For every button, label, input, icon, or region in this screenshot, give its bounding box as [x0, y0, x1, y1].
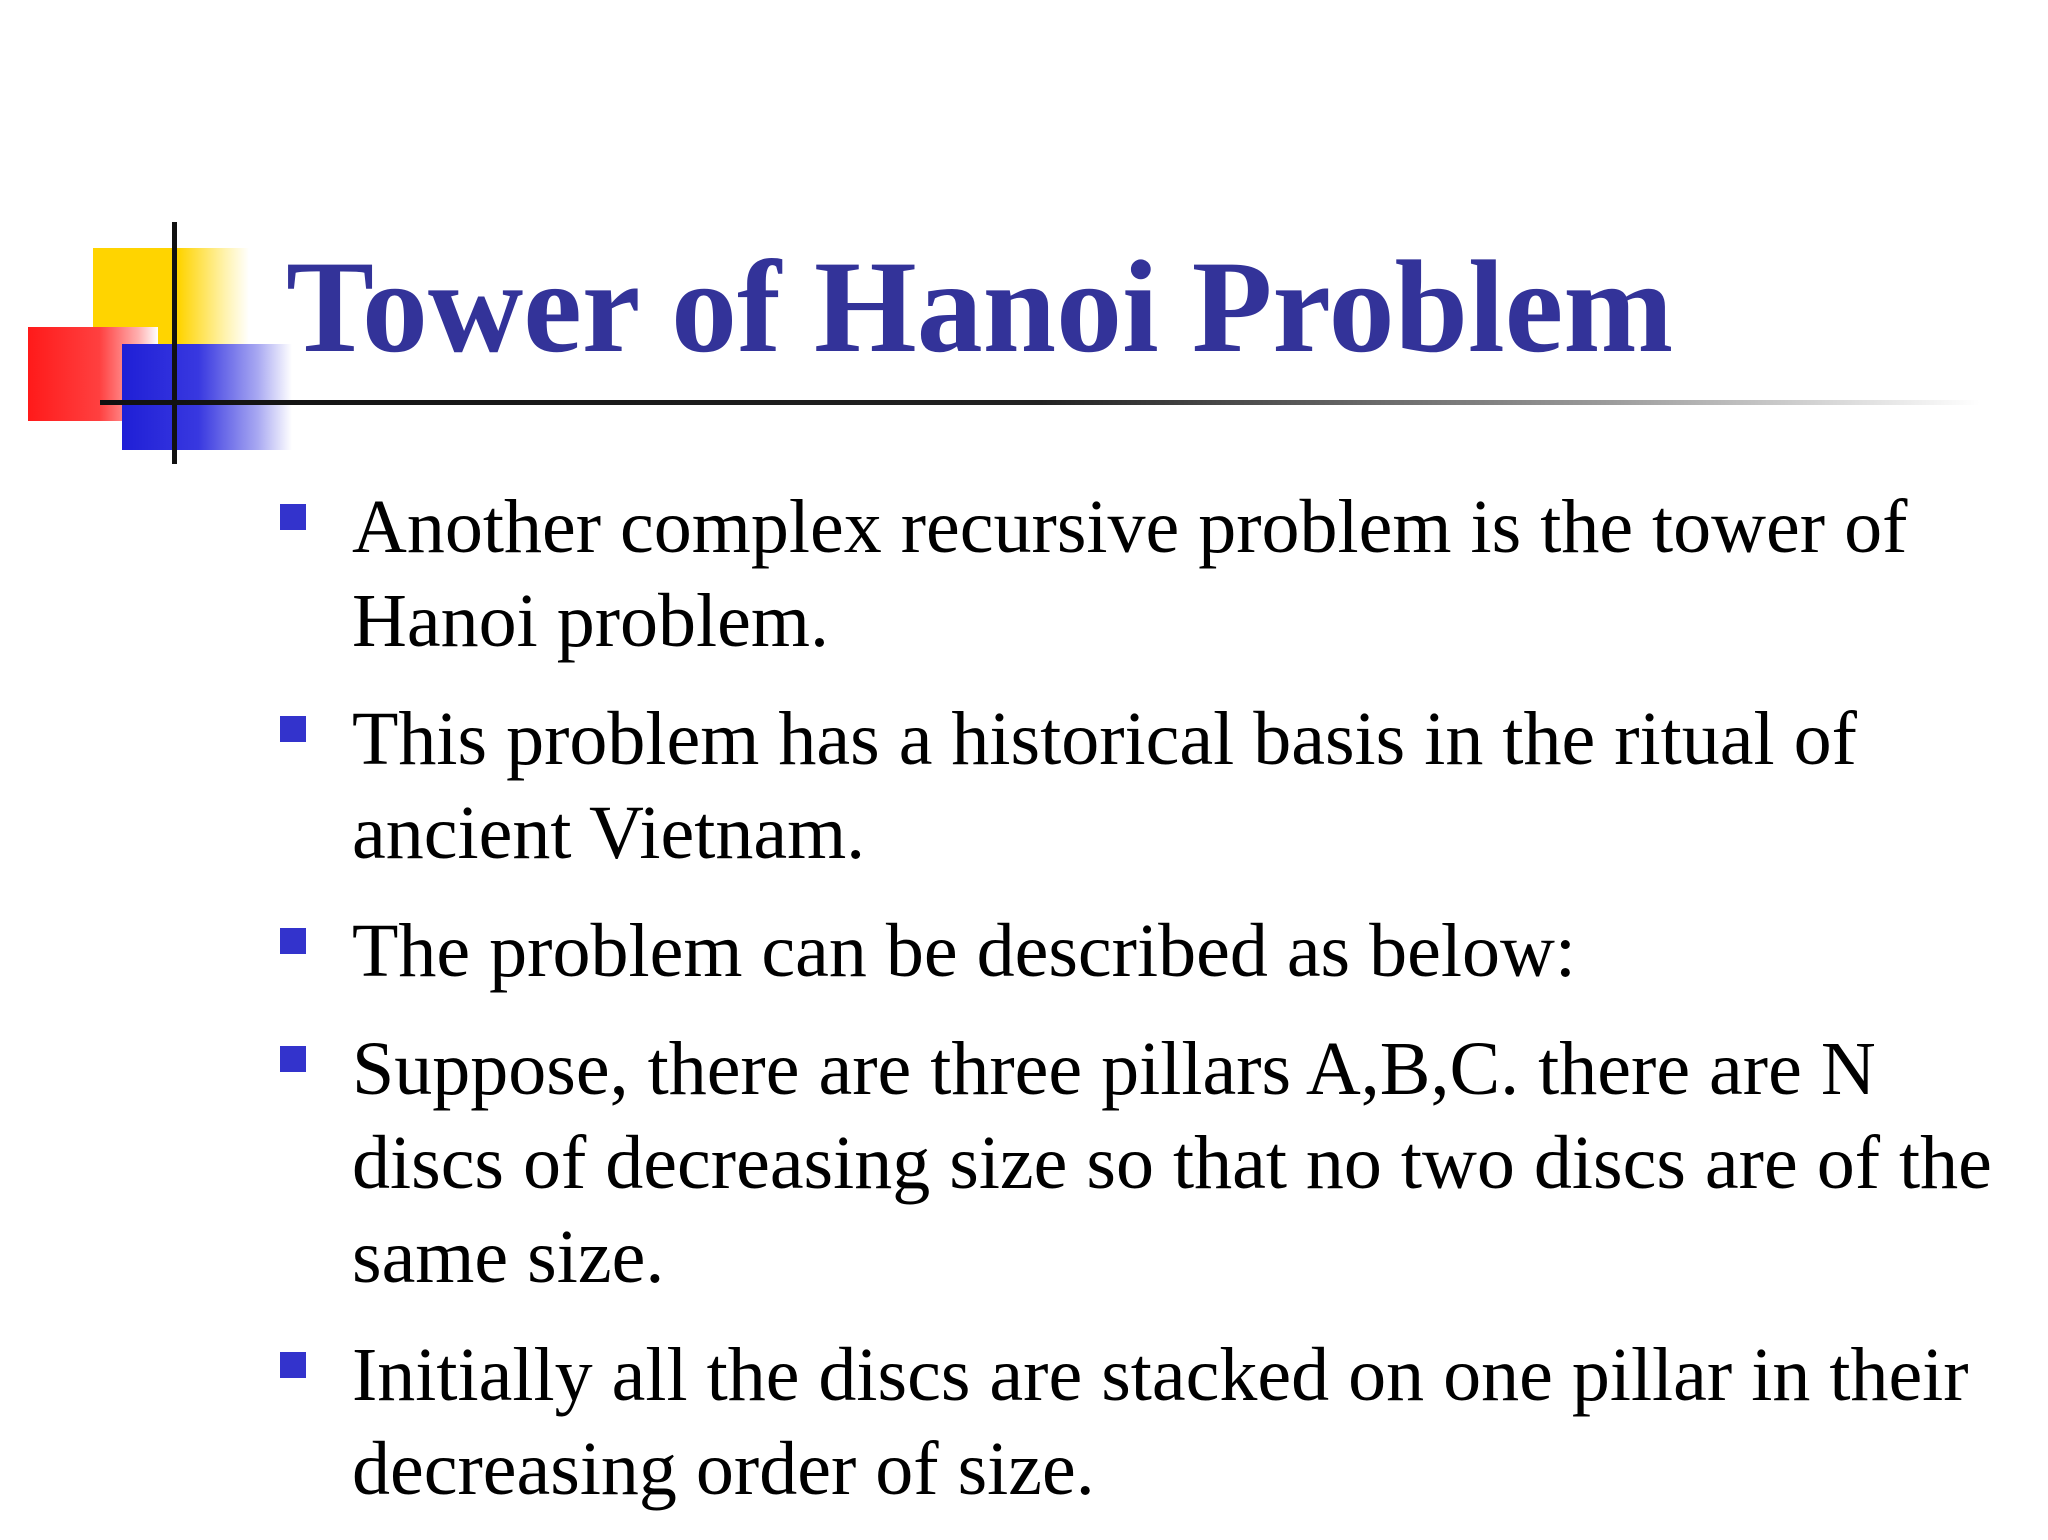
bullet-item [274, 480, 2034, 668]
decorative-blue-square [122, 344, 292, 450]
bullet-text: Suppose, there are three pillars A,B,C. there are N discs of decreasing size so that no two discs are of the same size. [352, 1027, 1992, 1299]
bullet-item [274, 692, 2034, 880]
square-bullet-icon [280, 1046, 306, 1072]
bullet-list [274, 480, 2034, 1540]
square-bullet-icon [280, 1352, 306, 1378]
bullet-text: Initially all the discs are stacked on one pillar in their decreasing order of size. [352, 1333, 1969, 1511]
bullet-item [274, 1328, 2034, 1516]
square-bullet-icon [280, 716, 306, 742]
square-bullet-icon [280, 928, 306, 954]
bullet-text: This problem has a historical basis in the ritual of ancient Vietnam. [352, 697, 1857, 875]
decorative-vertical-line [172, 222, 177, 464]
slide-title: Tower of Hanoi Problem [286, 233, 1674, 380]
square-bullet-icon [280, 504, 306, 530]
bullet-item [274, 904, 2034, 998]
bullet-item [274, 1022, 2034, 1304]
title-underline [100, 400, 1980, 405]
bullet-text: Another complex recursive problem is the tower of Hanoi problem. [352, 485, 1908, 663]
bullet-text: The problem can be described as below: [352, 909, 1576, 993]
